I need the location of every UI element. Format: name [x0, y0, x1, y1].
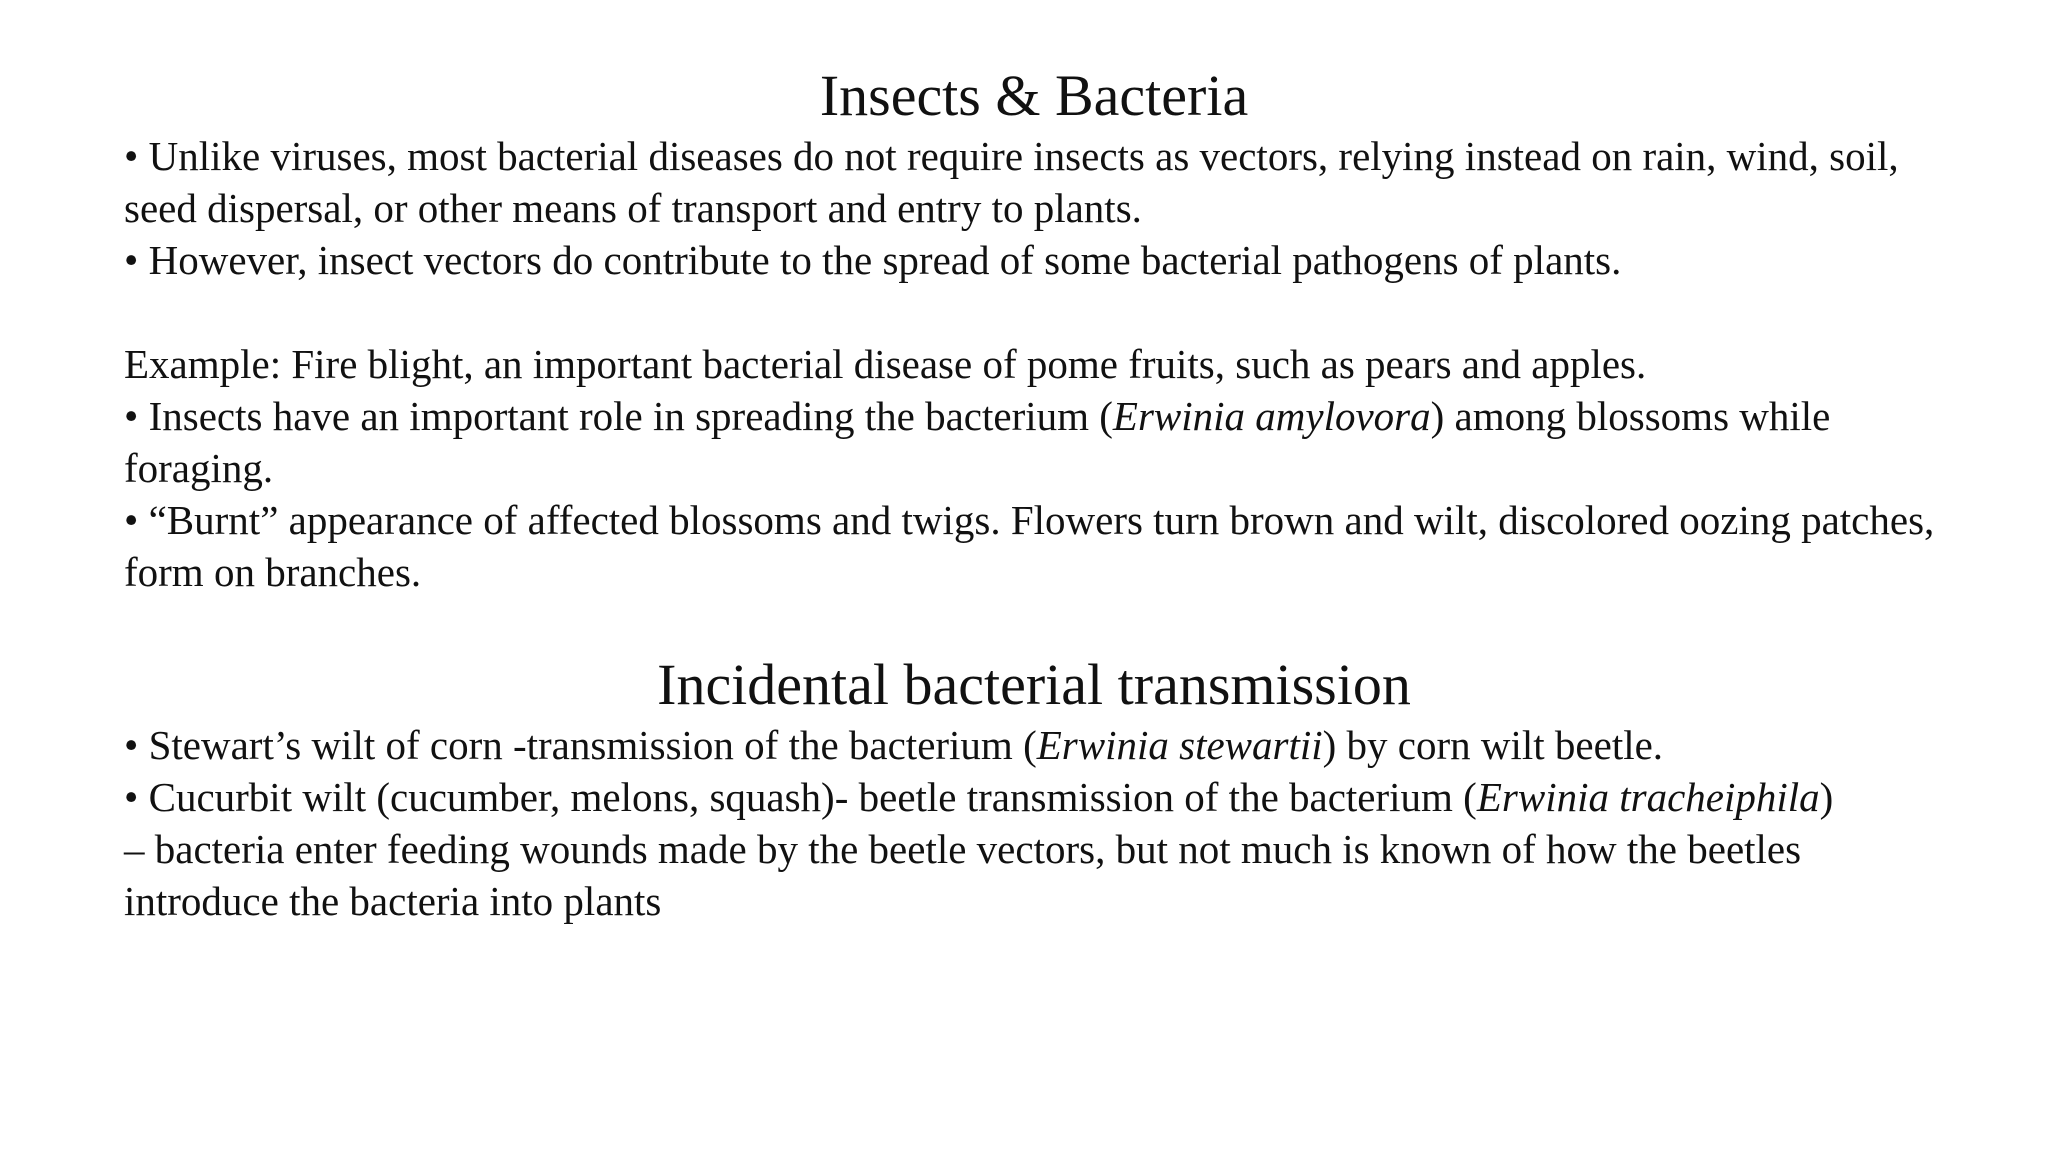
species-name: Erwinia tracheiphila	[1476, 774, 1820, 820]
section-title: Incidental bacterial transmission	[657, 652, 1411, 717]
bullet-burnt-appearance: • “Burnt” appearance of affected blossoms and twigs. Flowers turn brown and wilt, discolored oozing patches, form on branches.	[124, 497, 1935, 595]
bullet-insect-vectors: • However, insect vectors do contribute to the spread of some bacterial pathogens of plants.	[124, 237, 1622, 283]
text-segment: • Insects have an important role in spreading the bacterium (	[124, 393, 1113, 439]
text-segment: ) by corn wilt beetle.	[1322, 722, 1664, 768]
species-name: Erwinia amylovora	[1112, 393, 1431, 439]
spacer	[124, 286, 1944, 338]
section-insects-bacteria	[124, 62, 1944, 598]
text-segment: ) among blossoms while foraging.	[124, 393, 1831, 491]
continuation-feeding-wounds: – bacteria enter feeding wounds made by the beetle vectors, but not much is known of how the beetles introduce the bacteria into plants	[124, 826, 1802, 924]
text-segment: )	[1819, 774, 1834, 820]
bullet-cucurbit-wilt	[124, 771, 1944, 823]
text-segment: • Cucurbit wilt (cucumber, melons, squash)- beetle transmission of the bacterium (	[124, 774, 1477, 820]
bullet-stewarts-wilt	[124, 719, 1944, 771]
text-segment: • Stewart’s wilt of corn -transmission of the bacterium (	[124, 722, 1037, 768]
section-incidental-transmission	[124, 651, 1944, 927]
example-fire-blight: Example: Fire blight, an important bacterial disease of pome fruits, such as pears and apples.	[124, 341, 1647, 387]
species-name: Erwinia stewartii	[1036, 722, 1323, 768]
bullet-unlike-viruses: • Unlike viruses, most bacterial diseases do not require insects as vectors, relying instead on rain, wind, soil, seed dispersal, or other means of transport and entry to plants.	[124, 133, 1899, 231]
bullet-insects-role	[124, 390, 1944, 494]
section-title: Insects & Bacteria	[819, 63, 1249, 128]
